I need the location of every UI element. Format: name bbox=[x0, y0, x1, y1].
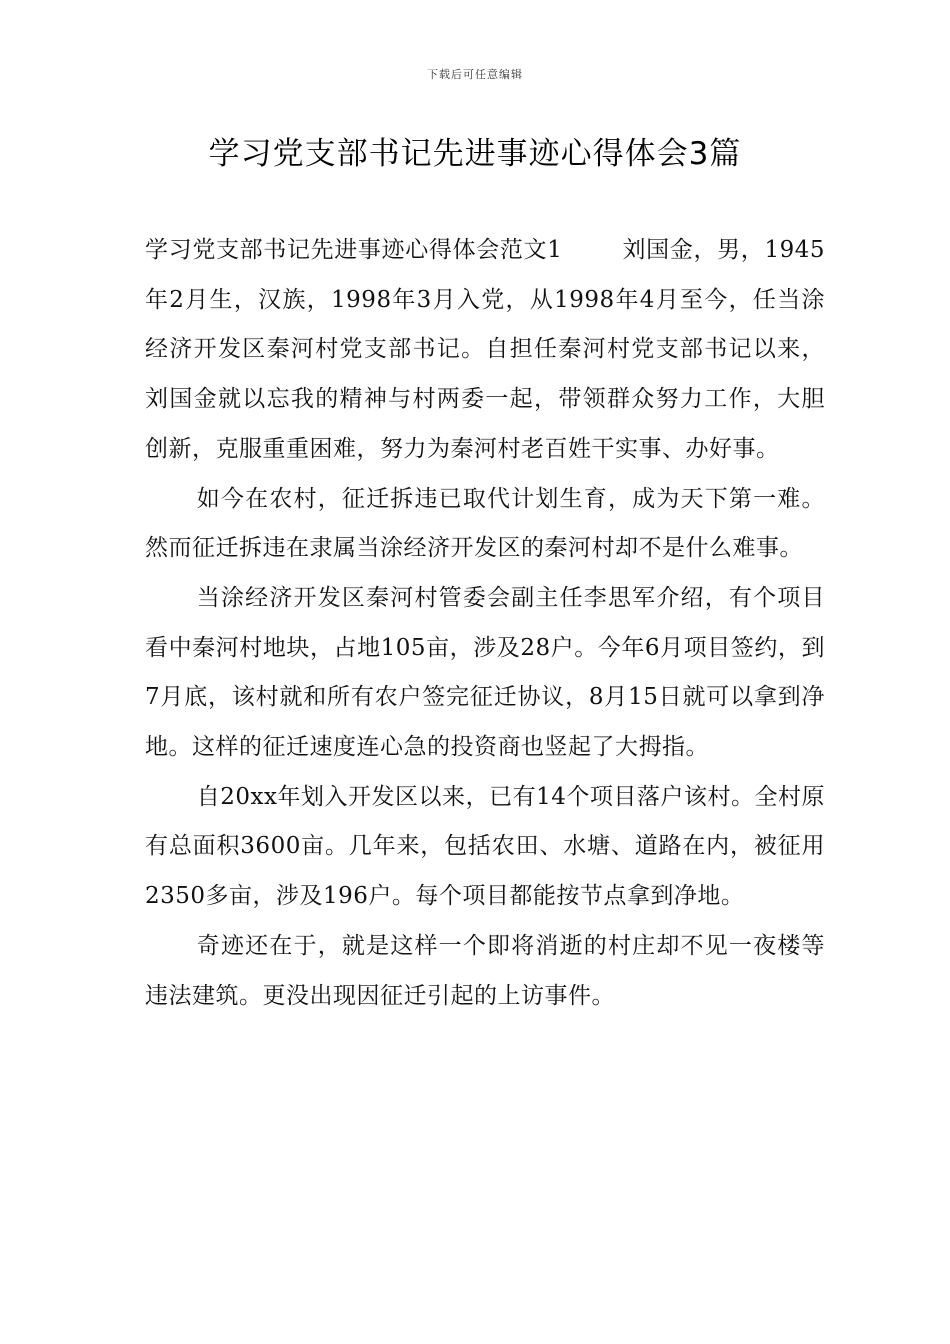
paragraph-3: 当涂经济开发区秦河村管委会副主任李思军介绍，有个项目看中秦河村地块，占地105亩，涉及28户。今年6月项目签约，到7月底，该村就和所有农户签完征迁协议，8月15日就可以拿到净地。这样的征迁速度连心急的投资商也竖起了大拇指。 bbox=[145, 584, 825, 761]
paragraph-2: 如今在农村，征迁拆违已取代计划生育，成为天下第一难。然而征迁拆违在隶属当涂经济开发区的秦河村却不是什么难事。 bbox=[145, 485, 825, 562]
paragraph-1-lead: 学习党支部书记先进事迹心得体会范文1 bbox=[145, 237, 563, 263]
paragraph-4: 自20xx年划入开发区以来，已有14个项目落户该村。全村原有总面积3600亩。几年来，包括农田、水塘、道路在内，被征用2350多亩，涉及196户。每个项目都能按节点拿到净地。 bbox=[145, 783, 825, 910]
document-title: 学习党支部书记先进事迹心得体会3篇 bbox=[208, 136, 742, 172]
header-note: 下载后可任意编辑 bbox=[427, 68, 523, 81]
paragraph-5: 奇迹还在于，就是这样一个即将消逝的村庄却不见一夜楼等违法建筑。更没出现因征迁引起的上访事件。 bbox=[145, 932, 825, 1009]
document-body bbox=[145, 226, 825, 1021]
paragraph-1 bbox=[145, 226, 825, 475]
paragraph-1-text: 刘国金，男，1945年2月生，汉族，1998年3月入党，从1998年4月至今，任当涂经济开发区秦河村党支部书记。自担任秦河村党支部书记以来，刘国金就以忘我的精神与村两委一起，带领群众努力工作，大胆创新，克服重重困难，努力为秦河村老百姓干实事、办好事。 bbox=[145, 237, 825, 462]
